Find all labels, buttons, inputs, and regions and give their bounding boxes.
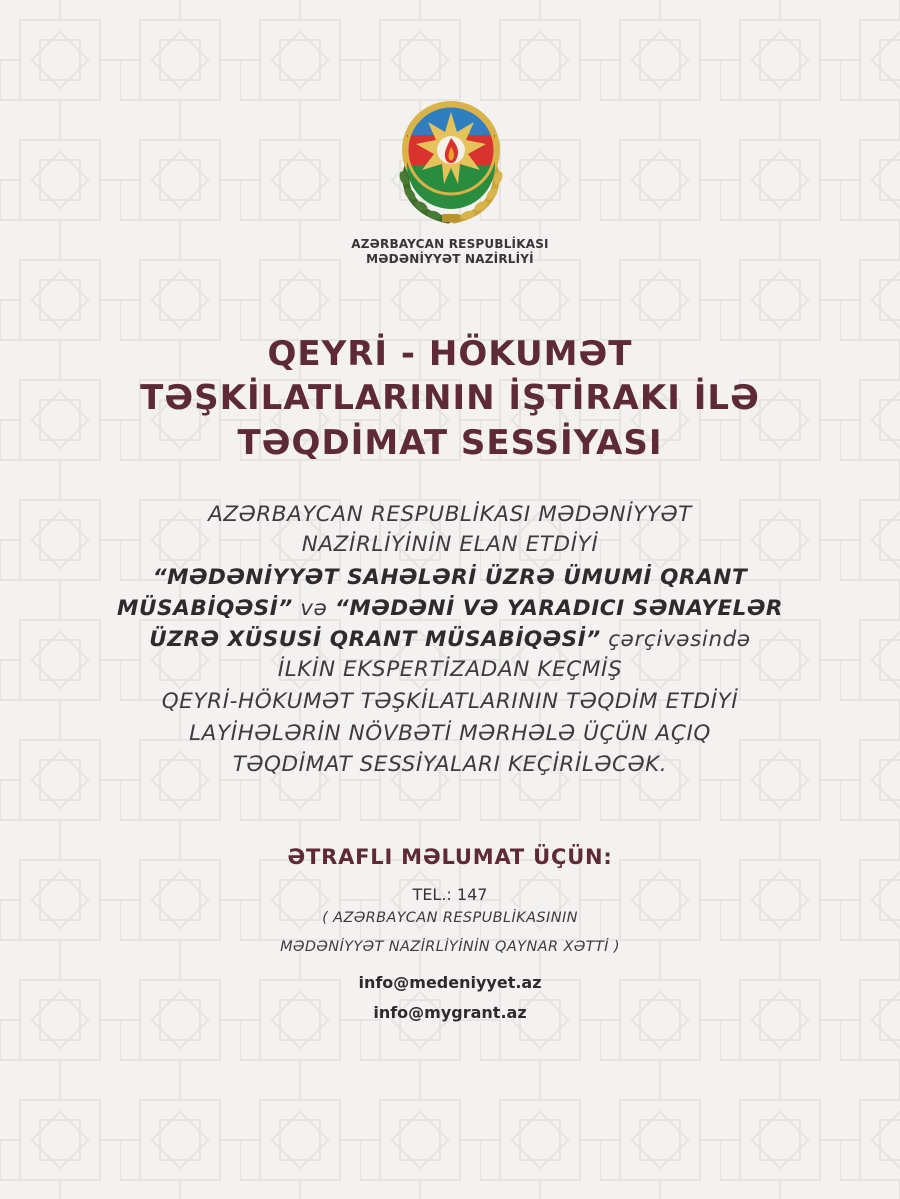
title-line2: TƏŞKİLATLARININ İŞTİRAKI İLƏ bbox=[140, 378, 760, 418]
email-link-medeniyyet[interactable]: info@medeniyyet.az bbox=[358, 973, 542, 992]
description-line4 bbox=[0, 594, 900, 624]
hotline-note-line2: MƏDƏNİYYƏT NAZİRLİYİNİN QAYNAR XƏTTİ ) bbox=[280, 939, 620, 955]
hotline-note-line1: ( AZƏRBAYCAN RESPUBLİKASININ bbox=[322, 910, 578, 926]
framework-text: çərçivəsində bbox=[600, 627, 751, 652]
title-line1: QEYRİ - HÖKUMƏT bbox=[267, 334, 633, 374]
description-line9: TƏQDİMAT SESSİYALARI KEÇİRİLƏCƏK. bbox=[232, 752, 668, 777]
email-link-mygrant[interactable]: info@mygrant.az bbox=[373, 1003, 527, 1022]
description-line2: NAZİRLİYİNİN ELAN ETDİYİ bbox=[301, 532, 599, 557]
grant-contest-name-1: “MƏDƏNİYYƏT SAHƏLƏRİ ÜZRƏ ÜMUMİ QRANT bbox=[152, 565, 748, 590]
title-line3: TƏQDİMAT SESSİYASI bbox=[237, 423, 663, 463]
description-line1: AZƏRBAYCAN RESPUBLİKASI MƏDƏNİYYƏT bbox=[208, 502, 692, 527]
azerbaijan-state-emblem-icon bbox=[394, 98, 508, 226]
description-line3 bbox=[0, 563, 900, 593]
conjunction: və bbox=[292, 596, 335, 621]
telephone-number[interactable]: TEL.: 147 bbox=[412, 885, 488, 904]
grant-contest-name-2: “MƏDƏNİ VƏ YARADICI SƏNAYELƏR bbox=[334, 596, 783, 621]
description-line6: İLKİN EKSPERTİZADAN KEÇMİŞ bbox=[277, 657, 623, 682]
organization-name-line2: MƏDƏNİYYƏT NAZİRLİYİ bbox=[366, 252, 534, 266]
grant-contest-name-2-end: ÜZRƏ XÜSUSİ QRANT MÜSABİQƏSİ” bbox=[149, 627, 601, 652]
description-line5 bbox=[0, 625, 900, 655]
description-line8: LAYİHƏLƏRİN NÖVBƏTİ MƏRHƏLƏ ÜÇÜN AÇIQ bbox=[189, 721, 711, 746]
grant-contest-name-1-end: MÜSABİQƏSİ” bbox=[117, 596, 293, 621]
description-line7: QEYRİ-HÖKUMƏT TƏŞKİLATLARININ TƏQDİM ETDİYİ bbox=[161, 689, 739, 714]
contact-heading: ƏTRAFLI MƏLUMAT ÜÇÜN: bbox=[287, 845, 613, 869]
organization-name-line1: AZƏRBAYCAN RESPUBLİKASI bbox=[351, 237, 549, 251]
